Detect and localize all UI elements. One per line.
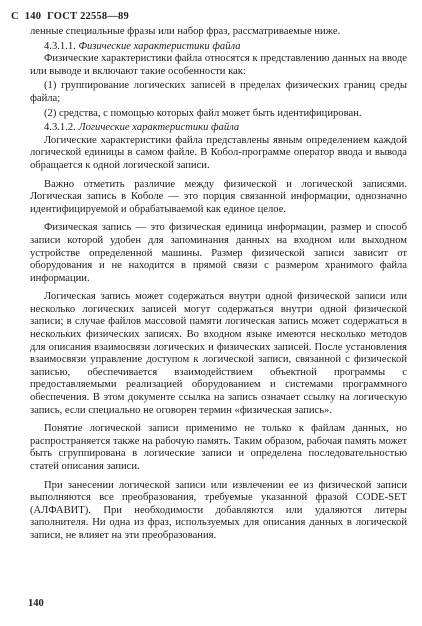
document-body <box>30 26 407 545</box>
paragraph: Физическая запись — это физическая единица информации, размер и способ записи которой удобен для запоминания данных на входном или выходном устройстве определенной машины. Размер физической записи зависит от оборудования и не находится в прямой связи с размером хранимого файла информации. <box>30 222 407 284</box>
header-standard: ГОСТ 22558—89 <box>47 11 129 22</box>
list-item: (1) группирование логических записей в пределах физических границ среды файла; <box>30 80 407 104</box>
section-heading <box>30 122 407 135</box>
section-heading <box>30 41 407 54</box>
header-letter: С <box>11 11 19 22</box>
paragraph: Физические характеристики файла относятся к представлению данных на вводе или выводе и включают такие особенности как: <box>30 53 407 77</box>
paragraph: ленные специальные фразы или набор фраз, рассматриваемые ниже. <box>30 26 341 37</box>
section-title: Физические характеристики файла <box>78 40 241 52</box>
paragraph: Логические характеристики файла представлены явным определением каждой логической единицы в самом файле. В Кобол-программе оператор ввода и вывода обращается к одной логической записи. <box>30 134 407 171</box>
paragraph: Логическая запись может содержаться внутри одной физической записи или несколько логических записей могут содержаться внутри одной физической записи; в случае файлов массовой памяти логическая запись может содержаться в нескольких физических записях. Во входном языке имеются несколько методов для описания взаимосвязи логических и физических записей. После установления взаимосвязи управление доступом к логической записи, связанной с физической записью, обеспечивается взаимодействием объектной программы с предоставляемыми реализацией оборудованием и системами программного обеспечения. В этом документе ссылка на запись означает ссылку на логическую запись, если специально не оговорен термин «физическая запись». <box>30 291 407 416</box>
page-number: 140 <box>28 598 44 609</box>
paragraph: При занесении логической записи или извлечении ее из физической записи выполняются все преобразования, требуемые указанной фразой CODE-SET (АЛФАВИТ). При необходимости добавляются или удаляются литеры заполнителя. Ни одна из фраз, используемых для описания данных в логической записи, не влияет на эти преобразования. <box>30 479 407 541</box>
section-title: Логические характеристики файла <box>78 122 240 134</box>
running-header <box>11 11 135 22</box>
header-page: 140 <box>24 11 42 22</box>
section-number: 4.3.1.1. <box>44 40 76 52</box>
paragraph: Важно отметить различие между физической и логической записями. Логическая запись в Коболе — это порция связанной информации, однозначно идентифицируемой и обрабатываемой как единое целое. <box>30 178 407 215</box>
list-item: (2) средства, с помощью которых файл может быть идентифицирован. <box>44 107 362 119</box>
section-number: 4.3.1.2. <box>44 122 76 134</box>
paragraph: Понятие логической записи применимо не только к файлам данных, но распространяется также на рабочую память. Таким образом, рабочая память может быть сгруппирована в логические записи и определена последовательностью статей описания записи. <box>30 423 407 472</box>
